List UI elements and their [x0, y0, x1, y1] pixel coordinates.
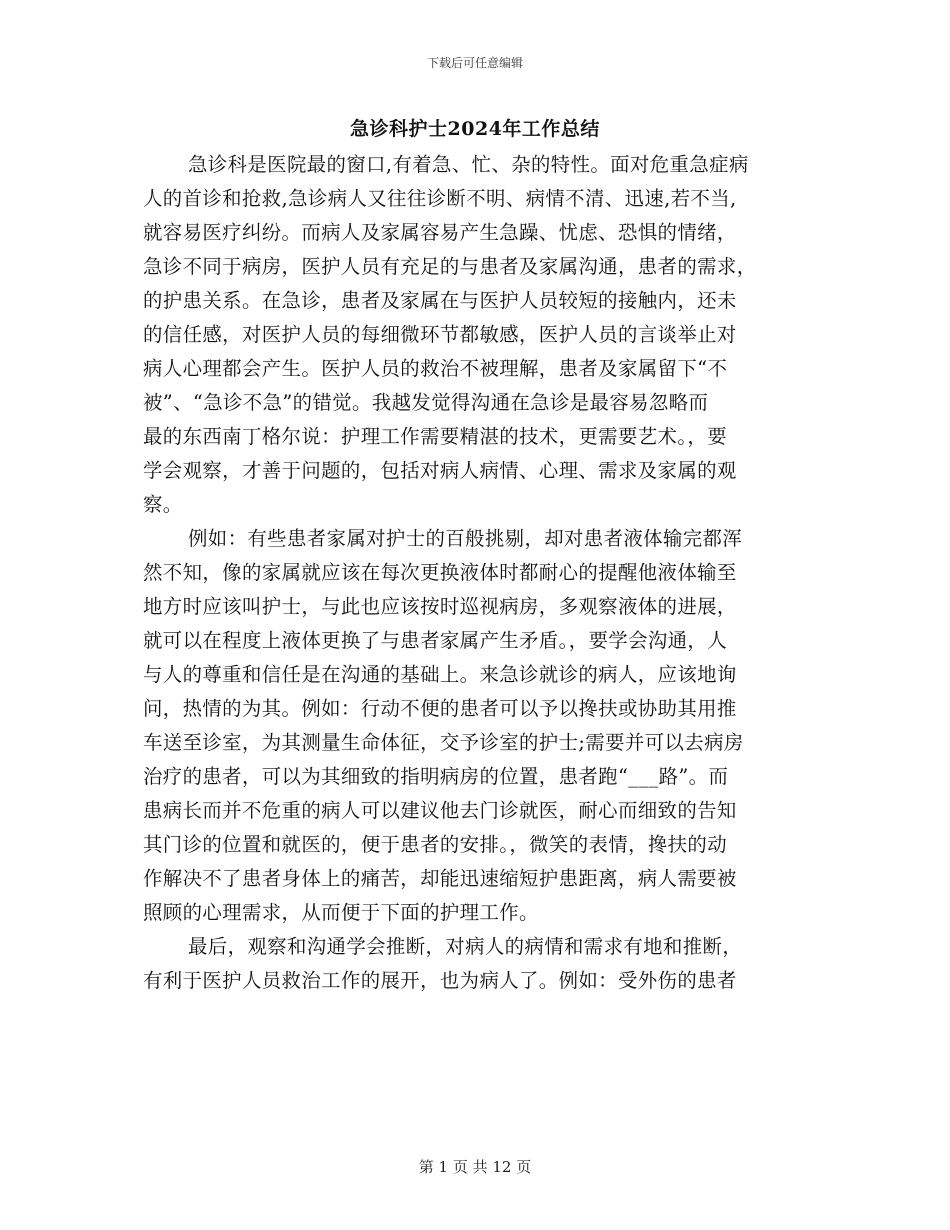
body-line: 病人心理都会产生。医护人员的救治不被理解，患者及家属留下“不 — [143, 357, 728, 380]
body-line: 最后，观察和沟通学会推断，对病人的病情和需求有地和推断， — [188, 935, 743, 958]
body-line: 与人的尊重和信任是在沟通的基础上。来急诊就诊的病人，应该地询 — [143, 663, 737, 686]
page-header-note: 下载后可任意编辑 — [426, 56, 523, 70]
body-line: 然不知，像的家属就应该在每次更换液体时都耐心的提醒他液体输至 — [143, 561, 737, 584]
body-line: 其门诊的位置和就医的，便于患者的安排。，微笑的表情，搀扶的动 — [143, 833, 728, 856]
body-line: 最的东西南丁格尔说：护理工作需要精湛的技术，更需要艺术。，要 — [143, 425, 728, 448]
body-line: 就可以在程度上液体更换了与患者家属产生矛盾。，要学会沟通，人 — [143, 629, 728, 652]
body-line: 的护患关系。在急诊，患者及家属在与医护人员较短的接触内，还未 — [143, 289, 737, 312]
page-number-footer: 第 1 页 共 12 页 — [418, 1158, 532, 1176]
body-line: 被”、“急诊不急”的错觉。我越发觉得沟通在急诊是最容易忽略而 — [143, 391, 709, 414]
body-line: 急诊科是医院最的窗口,有着急、忙、杂的特性。面对危重急症病 — [188, 153, 749, 176]
body-line: 有利于医护人员救治工作的展开，也为病人了。例如：受外伤的患者 — [143, 969, 737, 992]
body-line: 急诊不同于病房，医护人员有充足的与患者及家属沟通，患者的需求， — [143, 255, 757, 278]
body-line: 患病长而并不危重的病人可以建议他去门诊就医，耐心而细致的告知 — [143, 799, 737, 822]
body-line: 就容易医疗纠纷。而病人及家属容易产生急躁、忧虑、恐惧的情绪， — [143, 221, 737, 244]
body-line: 作解决不了患者身体上的痛苦，却能迅速缩短护患距离，病人需要被 — [143, 867, 737, 890]
body-line: 车送至诊室，为其测量生命体征，交予诊室的护士;需要并可以去病房 — [143, 731, 744, 754]
body-line: 问，热情的为其。例如：行动不便的患者可以予以搀扶或协助其用推 — [143, 697, 737, 720]
body-line: 照顾的心理需求，从而便于下面的护理工作。 — [143, 901, 539, 924]
body-line: 人的首诊和抢救,急诊病人又往往诊断不明、病情不清、迅速,若不当, — [143, 187, 737, 210]
body-line: 的信任感，对医护人员的每细微环节都敏感，医护人员的言谈举止对 — [143, 323, 737, 346]
body-line: 察。 — [143, 493, 183, 516]
body-line: 例如：有些患者家属对护士的百般挑剔，却对患者液体输完都浑 — [188, 527, 743, 550]
body-line: 地方时应该叫护士，与此也应该按时巡视病房，多观察液体的进展， — [143, 595, 737, 618]
document-title: 急诊科护士2024年工作总结 — [350, 118, 600, 140]
document-body — [143, 148, 813, 998]
body-line: 治疗的患者，可以为其细致的指明病房的位置，患者跑“___路”。而 — [143, 765, 729, 788]
body-line: 学会观察，才善于问题的，包括对病人病情、心理、需求及家属的观 — [143, 459, 737, 482]
